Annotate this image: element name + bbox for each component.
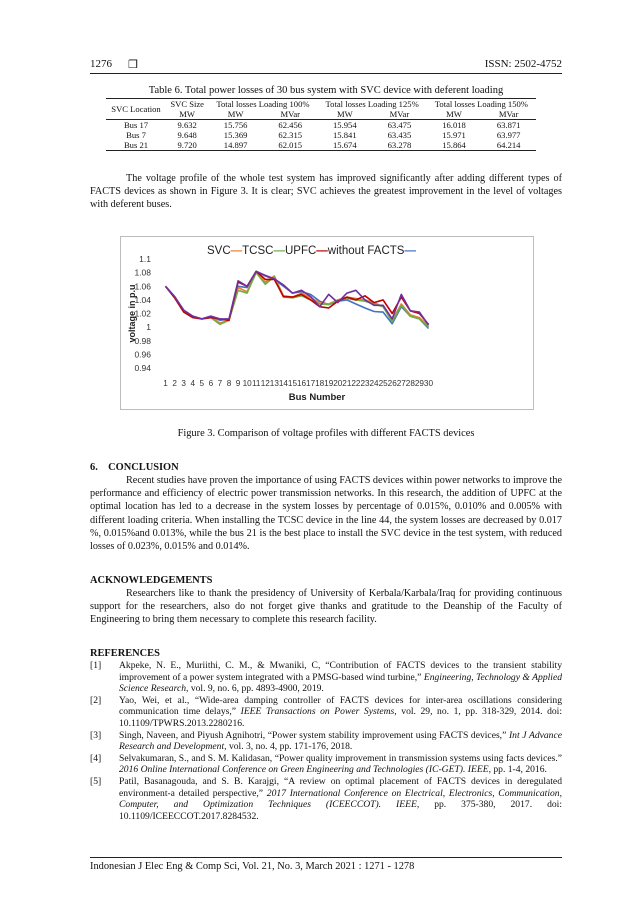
- reference-item: [90, 753, 562, 776]
- x-tick-label: 12: [260, 379, 270, 388]
- col-group-125: Total losses Loading 125%: [318, 99, 427, 110]
- series-line-svc: [166, 271, 429, 328]
- reference-venue: Engineering, Technology & Applied Science Research: [119, 671, 563, 695]
- x-tick-label: 6: [208, 379, 214, 388]
- cell: 64.214: [481, 140, 536, 151]
- cell: 63.871: [496, 120, 521, 130]
- legend-swatch: —: [316, 245, 328, 257]
- x-tick-label: 18: [315, 379, 325, 388]
- cell: 15.756: [223, 120, 248, 130]
- x-tick-label: 28: [405, 379, 415, 388]
- legend-swatch: —: [230, 245, 243, 257]
- col-group-100: Total losses Loading 100%: [208, 99, 317, 110]
- x-tick-label: 1: [163, 379, 168, 388]
- cell: 15.864: [427, 140, 482, 151]
- cell: 9.632: [177, 120, 197, 130]
- cell: 16.018: [442, 120, 466, 130]
- x-tick-label: 20: [333, 379, 343, 388]
- y-tick-label: 1.1: [139, 254, 151, 264]
- x-tick-label: 8: [226, 379, 232, 388]
- header-rule: [90, 73, 562, 74]
- cell: 15.954: [333, 120, 357, 130]
- sub-unit: MW: [427, 109, 482, 120]
- chart-legend: [207, 245, 416, 257]
- x-tick-label: 2: [172, 379, 177, 388]
- legend-swatch: —: [273, 245, 285, 257]
- conclusion-heading: 6. CONCLUSION: [90, 462, 179, 473]
- footer-rule: [90, 857, 562, 858]
- page-number: 1276: [90, 58, 112, 70]
- reference-venue: IEEE Transactions on Power Systems: [240, 706, 395, 718]
- references-heading: REFERENCES: [90, 648, 160, 659]
- legend-label: SVC: [207, 245, 231, 257]
- legend-label: TCSC: [242, 245, 274, 257]
- x-tick-label: 23: [360, 379, 370, 388]
- reference-number: [3]: [90, 729, 102, 741]
- x-tick-label: 7: [217, 379, 223, 388]
- reference-venue: 2016 Online International Conference on Green Engineering and Technologies (IC-GET). IEEE: [119, 764, 489, 776]
- x-tick-label: 10: [242, 379, 252, 388]
- sub-unit: MW: [318, 109, 373, 120]
- x-tick-label: 9: [235, 379, 241, 388]
- references-list: [90, 660, 562, 822]
- x-tick-label: 16: [296, 379, 307, 388]
- reference-venue: Int J Advance Research and Development: [119, 729, 562, 753]
- sub-unit: MVar: [263, 109, 318, 120]
- cell: Bus 21: [106, 140, 166, 151]
- x-tick-label: 13: [269, 379, 279, 388]
- x-tick-label: 3: [181, 379, 186, 388]
- reference-venue: 2017 International Conference on Electrical, Electronics, Communication, Computer, and Optimization Techniques (ICEECCOT). IEEE: [119, 787, 562, 811]
- cell: 62.015: [263, 140, 318, 151]
- figure-caption: Figure 3. Comparison of voltage profiles with different FACTS devices: [177, 428, 475, 439]
- reference-item: [90, 776, 562, 822]
- cell: 63.977: [496, 130, 521, 140]
- cell: 9.720: [166, 140, 208, 151]
- reference-tail: , vol. 3, no. 4, pp. 171-176, 2018.: [224, 741, 353, 753]
- legend-label: without FACTS: [327, 245, 405, 257]
- reference-text: Patil, Basanagouda, and S. B. Karajgi, “A review on optimal placement of FACTS devices in deregulated environment-a detailed perspective,”: [119, 775, 562, 799]
- x-tick-label: 15: [287, 379, 298, 388]
- legend-label: UPFC: [284, 245, 317, 257]
- figure-3-chart: [120, 236, 534, 410]
- cell: 15.841: [333, 130, 357, 140]
- x-tick-label: 21: [342, 379, 352, 388]
- cell: 63.278: [372, 140, 427, 151]
- y-tick-label: 0.94: [134, 363, 151, 373]
- x-tick-label: 30: [423, 379, 434, 388]
- x-tick-label: 27: [396, 379, 406, 388]
- y-tick-label: 1.04: [134, 294, 151, 305]
- reference-text: Selvakumaran, S., and S. M. Kalidasan, “Power quality improvement in transmission systems using facts devices.”: [119, 752, 562, 764]
- col-location: SVC Location: [106, 99, 166, 120]
- issn: ISSN: 2502-4752: [484, 58, 562, 70]
- x-tick-label: 17: [306, 379, 316, 388]
- cell: Bus 7: [126, 130, 146, 140]
- cell: 63.435: [387, 130, 412, 140]
- acknowledgements-text: Researchers like to thank the presidency of University of Kerbala/Karbala/Iraq for providing continuous support for the researchers, also do not forget give thanks and gratitude to the Deanship of the Faculty of Engineering to bring them necessary to complete this research facility.: [90, 588, 562, 626]
- y-tick-label: 1.08: [134, 267, 151, 278]
- reference-number: [1]: [90, 660, 102, 671]
- table-6: [106, 98, 536, 151]
- cell: 62.456: [278, 120, 303, 130]
- reference-tail: , vol. 29, no. 1, pp. 318-329, 2014. doi: 10.1109/TPWRS.2013.2280216.: [119, 706, 562, 729]
- cell: 63.475: [387, 120, 412, 130]
- sub-unit: MW: [208, 109, 263, 120]
- reference-number: [5]: [90, 775, 102, 787]
- reference-item: [90, 695, 562, 730]
- cell: Bus 17: [123, 120, 149, 130]
- x-tick-label: 25: [378, 379, 388, 388]
- acknowledgements-heading: ACKNOWLEDGEMENTS: [90, 575, 213, 586]
- table-caption: Table 6. Total power losses of 30 bus system with SVC device with deferent loading: [148, 85, 504, 96]
- cell: 15.369: [223, 130, 248, 140]
- y-tick-label: 1.06: [134, 281, 151, 292]
- x-tick-label: 4: [190, 379, 196, 388]
- x-tick-label: 5: [199, 379, 205, 388]
- sub-unit: MVar: [372, 109, 427, 120]
- voltage-paragraph: The voltage profile of the whole test system has improved significantly after adding different types of FACTS devices as shown in Figure 3. It is clear; SVC achieves the greatest improvement in the level of voltages with deferent buses.: [90, 173, 562, 211]
- reference-item: [90, 730, 562, 753]
- x-axis-label: Bus Number: [288, 392, 346, 403]
- box-icon: ❒: [128, 59, 138, 71]
- reference-text: Akpeke, N. E., Muriithi, C. M., & Mwaniki, C, “Contribution of FACTS devices to the transient stability improvement of a power system integrated with a PMSG-based wind turbine,”: [119, 660, 562, 683]
- conclusion-text: Recent studies have proven the importance of using FACTS devices within power networks to improve the performance and efficiency of electric power transmission networks. In this research, the addition of UPFC at the optimal location has led to a decrease in the system losses by percentage of 0.015%, 0.010% and 0.005% with different loading criteria. When installing the TCSC device in the line 44, the system losses are decreased by 0.017 %, 0.015%and 0.013%, while the bus 21 is the best place to install the SVC device in the test system, with reduced losses of 0.023%, 0.015% and 0.014%.: [90, 475, 562, 553]
- cell: 9.648: [177, 130, 197, 140]
- legend-swatch: —: [404, 245, 416, 257]
- x-tick-label: 19: [324, 379, 334, 388]
- cell: 14.897: [208, 140, 263, 151]
- x-tick-label: 24: [369, 379, 379, 388]
- reference-number: [4]: [90, 752, 102, 764]
- reference-item: [90, 660, 562, 695]
- reference-text: Yao, Wei, et al., “Wide-area damping controller of FACTS devices for inter-area oscillations considering communication time delays,”: [119, 694, 562, 718]
- reference-number: [2]: [90, 694, 102, 706]
- y-tick-label: 1.02: [134, 308, 151, 319]
- reference-tail: , pp. 1-4, 2016.: [488, 764, 547, 776]
- x-tick-label: 14: [278, 379, 288, 388]
- chart-svg: [121, 237, 533, 409]
- col-size-unit: MW: [166, 109, 208, 120]
- x-tick-label: 29: [414, 379, 424, 388]
- col-group-150: Total losses Loading 150%: [427, 99, 536, 110]
- footer-text: Indonesian J Elec Eng & Comp Sci, Vol. 21, No. 3, March 2021 : 1271 - 1278: [90, 861, 415, 872]
- reference-text: Singh, Naveen, and Piyush Agnihotri, “Power system stability improvement using FACTS devices,”: [119, 729, 507, 741]
- y-tick-label: 0.98: [134, 335, 151, 346]
- sub-unit: MVar: [481, 109, 536, 120]
- y-tick-label: 1: [146, 322, 151, 333]
- cell: 15.971: [442, 130, 466, 140]
- table-row: [106, 130, 536, 140]
- col-size: SVC Size: [166, 99, 208, 110]
- cell: 62.315: [278, 130, 303, 140]
- x-tick-label: 26: [387, 379, 397, 388]
- y-axis-label: voltage in p.u: [127, 284, 137, 343]
- reference-tail: , vol. 9, no. 6, pp. 4893-4900, 2019.: [186, 683, 324, 695]
- cell: 15.674: [318, 140, 373, 151]
- x-tick-label: 11: [251, 379, 261, 388]
- table-row: [106, 120, 536, 131]
- y-tick-label: 0.96: [134, 349, 151, 360]
- reference-tail: , pp. 375-380, 2017. doi: 10.1109/ICEECCOT.2017.8284532.: [119, 799, 562, 822]
- table-row: [106, 140, 536, 151]
- x-tick-label: 22: [351, 379, 361, 388]
